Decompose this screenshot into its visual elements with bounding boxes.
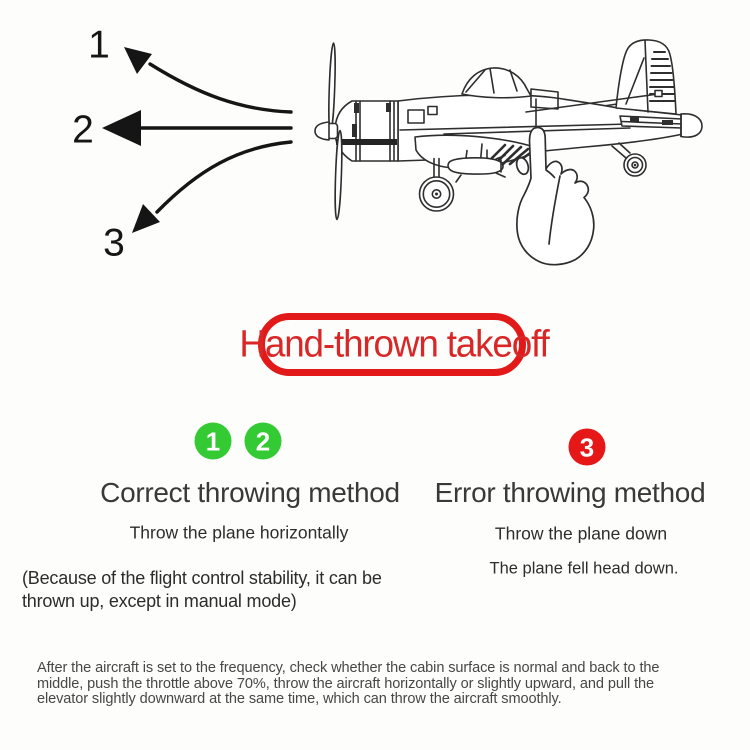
correct-method-note-line1: (Because of the flight control stability, it can be <box>22 568 382 588</box>
arrow-up-left-icon <box>124 47 291 112</box>
arrow-down-left-icon <box>132 142 291 233</box>
correct-method-note-line2: thrown up, except in manual mode) <box>22 591 297 611</box>
arrow-label-1: 1 <box>88 23 110 67</box>
rc-plane-drawing <box>315 40 702 220</box>
footer-line-1: After the aircraft is set to the frequency, check whether the cabin surface is normal and back to the <box>37 659 660 676</box>
arrow-label-3: 3 <box>103 221 125 265</box>
correct-method-note <box>22 567 382 613</box>
page-title: Hand-thrown takeoff <box>239 323 549 366</box>
badge-3-number: 3 <box>579 432 595 462</box>
arrow-horizontal-icon <box>102 110 291 146</box>
throw-direction-arrows-icon <box>102 47 291 233</box>
badge-2-number: 2 <box>255 426 271 456</box>
footer-line-2: middle, push the throttle above 70%, throw the aircraft horizontally or slightly upward, and pull the <box>37 674 655 692</box>
error-method-detail: The plane fell head down. <box>489 559 679 578</box>
badge-3 <box>569 429 606 466</box>
correct-method-heading: Correct throwing method <box>100 477 400 508</box>
error-method-heading: Error throwing method <box>434 477 706 508</box>
error-method-subtext: Throw the plane down <box>494 523 668 544</box>
footer-line-3: elevator slightly downward at the same time, which can throw the aircraft smoothly. <box>37 690 562 708</box>
badge-2 <box>245 423 282 460</box>
footer-instructions <box>37 660 659 707</box>
correct-method-subtext: Throw the plane horizontally <box>129 522 349 543</box>
badge-1-number: 1 <box>205 426 221 456</box>
badge-1 <box>195 423 232 460</box>
arrow-label-2: 2 <box>72 108 94 152</box>
